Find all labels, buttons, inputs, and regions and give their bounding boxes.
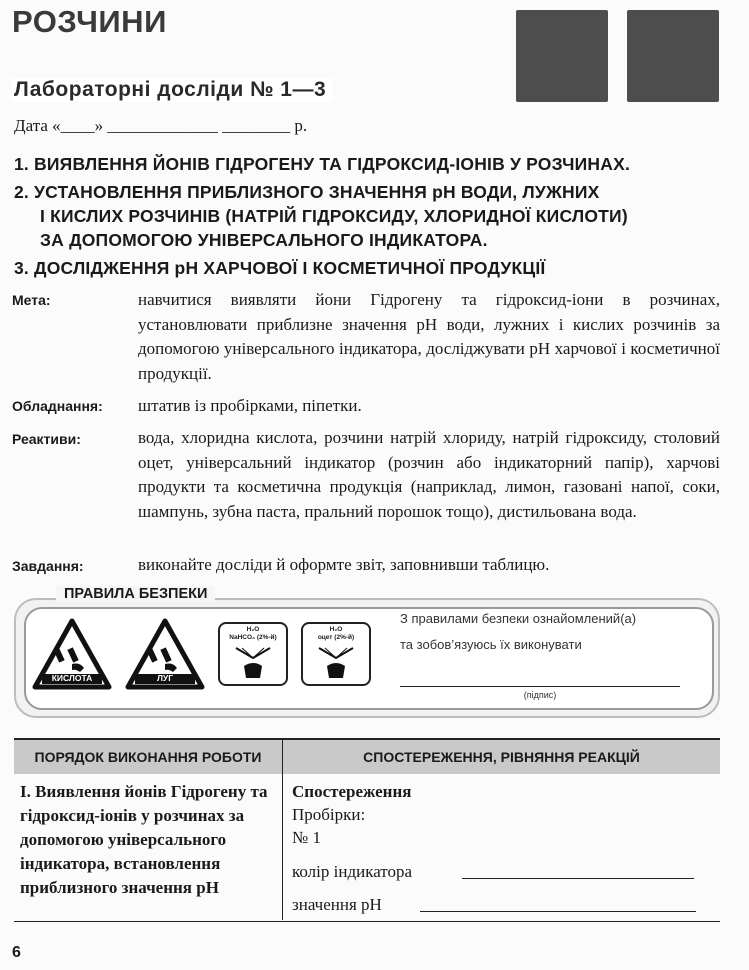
- equipment-label: Обладнання:: [12, 398, 103, 414]
- tube-number: № 1: [292, 828, 321, 847]
- heading-2: 2. УСТАНОВЛЕННЯ ПРИБЛИЗНОГО ЗНАЧЕННЯ pH ВОДИ, ЛУЖНИХ: [14, 182, 600, 202]
- procedure-step-1: I. Виявлення йонів Гідрогену та гідроксид-іонів у розчинах за допомогою універсального індикатора, встановлення приблизного значення pH: [20, 782, 268, 897]
- sign4-solution: оцет (2%-й): [317, 634, 355, 641]
- indicator-color-field[interactable]: [462, 878, 694, 879]
- page-number: 6: [12, 944, 21, 961]
- ph-value-field[interactable]: [420, 911, 696, 912]
- hand-wash-icon: [311, 644, 361, 682]
- alkali-sign-label: ЛУГ: [156, 673, 174, 683]
- heading-1: 1. ВИЯВЛЕННЯ ЙОНІВ ГІДРОГЕНУ ТА ГІДРОКСИД-ІОНІВ У РОЗЧИНАХ.: [14, 154, 631, 174]
- signature-line: [400, 686, 680, 687]
- task-text: виконайте досліди й оформте звіт, заповнивши таблицю.: [138, 555, 550, 574]
- ph-value-label: значення pH: [292, 895, 382, 914]
- reagents-text: вода, хлоридна кислота, розчини натрій хлориду, натрій гідроксиду, столовий оцет, універсальний індикатор (розчин або індикаторний папір), харчові продукти та косметична продукція (наприклад, лимон, газовані напої, соки, шампунь, зубна паста, пральний порошок тощо), дистильована вода.: [138, 428, 720, 521]
- reagents-label: Реактиви:: [12, 431, 81, 447]
- redacted-square-left: [516, 10, 608, 102]
- table-col1-header: ПОРЯДОК ВИКОНАННЯ РОБОТИ: [14, 740, 282, 774]
- heading-3: 3. ДОСЛІДЖЕННЯ pH ХАРЧОВОЇ І КОСМЕТИЧНОЇ ПРОДУКЦІЇ: [14, 258, 546, 278]
- safety-title: ПРАВИЛА БЕЗПЕКИ: [56, 586, 215, 602]
- observations-title: Спостереження: [292, 782, 412, 801]
- sign3-solution: NaHCO₃ (2%-й): [229, 634, 277, 641]
- task-label: Завдання:: [12, 558, 84, 574]
- sign4-h2o: H₂O: [329, 626, 343, 633]
- tubes-label: Пробірки:: [292, 805, 366, 824]
- hand-wash-icon: [228, 644, 278, 682]
- heading-2-cont-1: І КИСЛИХ РОЗЧИНІВ (НАТРІЙ ГІДРОКСИДУ, ХЛОРИДНОЇ КИСЛОТИ): [40, 206, 628, 226]
- table-column-divider: [282, 740, 283, 920]
- table-col2-header: СПОСТЕРЕЖЕННЯ, РІВНЯННЯ РЕАКЦІЙ: [283, 740, 720, 774]
- equipment-text: штатив із пробірками, піпетки.: [138, 396, 362, 415]
- acid-sign-label: КИСЛОТА: [51, 673, 93, 683]
- redacted-square-right: [627, 10, 719, 102]
- safety-ack-line-2: та зобов’язуюсь їх виконувати: [400, 637, 582, 652]
- date-line: Дата «____» _____________ ________ р.: [14, 116, 308, 135]
- indicator-color-label: колір індикатора: [292, 862, 413, 881]
- goal-text: навчитися виявляти йони Гідрогену та гідроксид-іони в розчинах, установлювати приблизне значення pH води, лужних і кислих розчинів за допомогою універсального індикатора, досліджувати pH харчової і косметичної продукції.: [138, 290, 720, 383]
- lab-title: Лабораторні досліди № 1—3: [12, 78, 332, 102]
- heading-2-cont-2: ЗА ДОПОМОГОЮ УНІВЕРСАЛЬНОГО ІНДИКАТОРА.: [40, 230, 488, 250]
- signature-label: (підпис): [523, 690, 557, 700]
- table-bottom-border: [14, 921, 720, 922]
- page-title: РОЗЧИНИ: [12, 4, 167, 39]
- safety-ack-line-1: З правилами безпеки ознайомлений(а): [400, 611, 637, 626]
- sign3-h2o: H₂O: [246, 626, 260, 633]
- goal-label: Мета:: [12, 292, 51, 308]
